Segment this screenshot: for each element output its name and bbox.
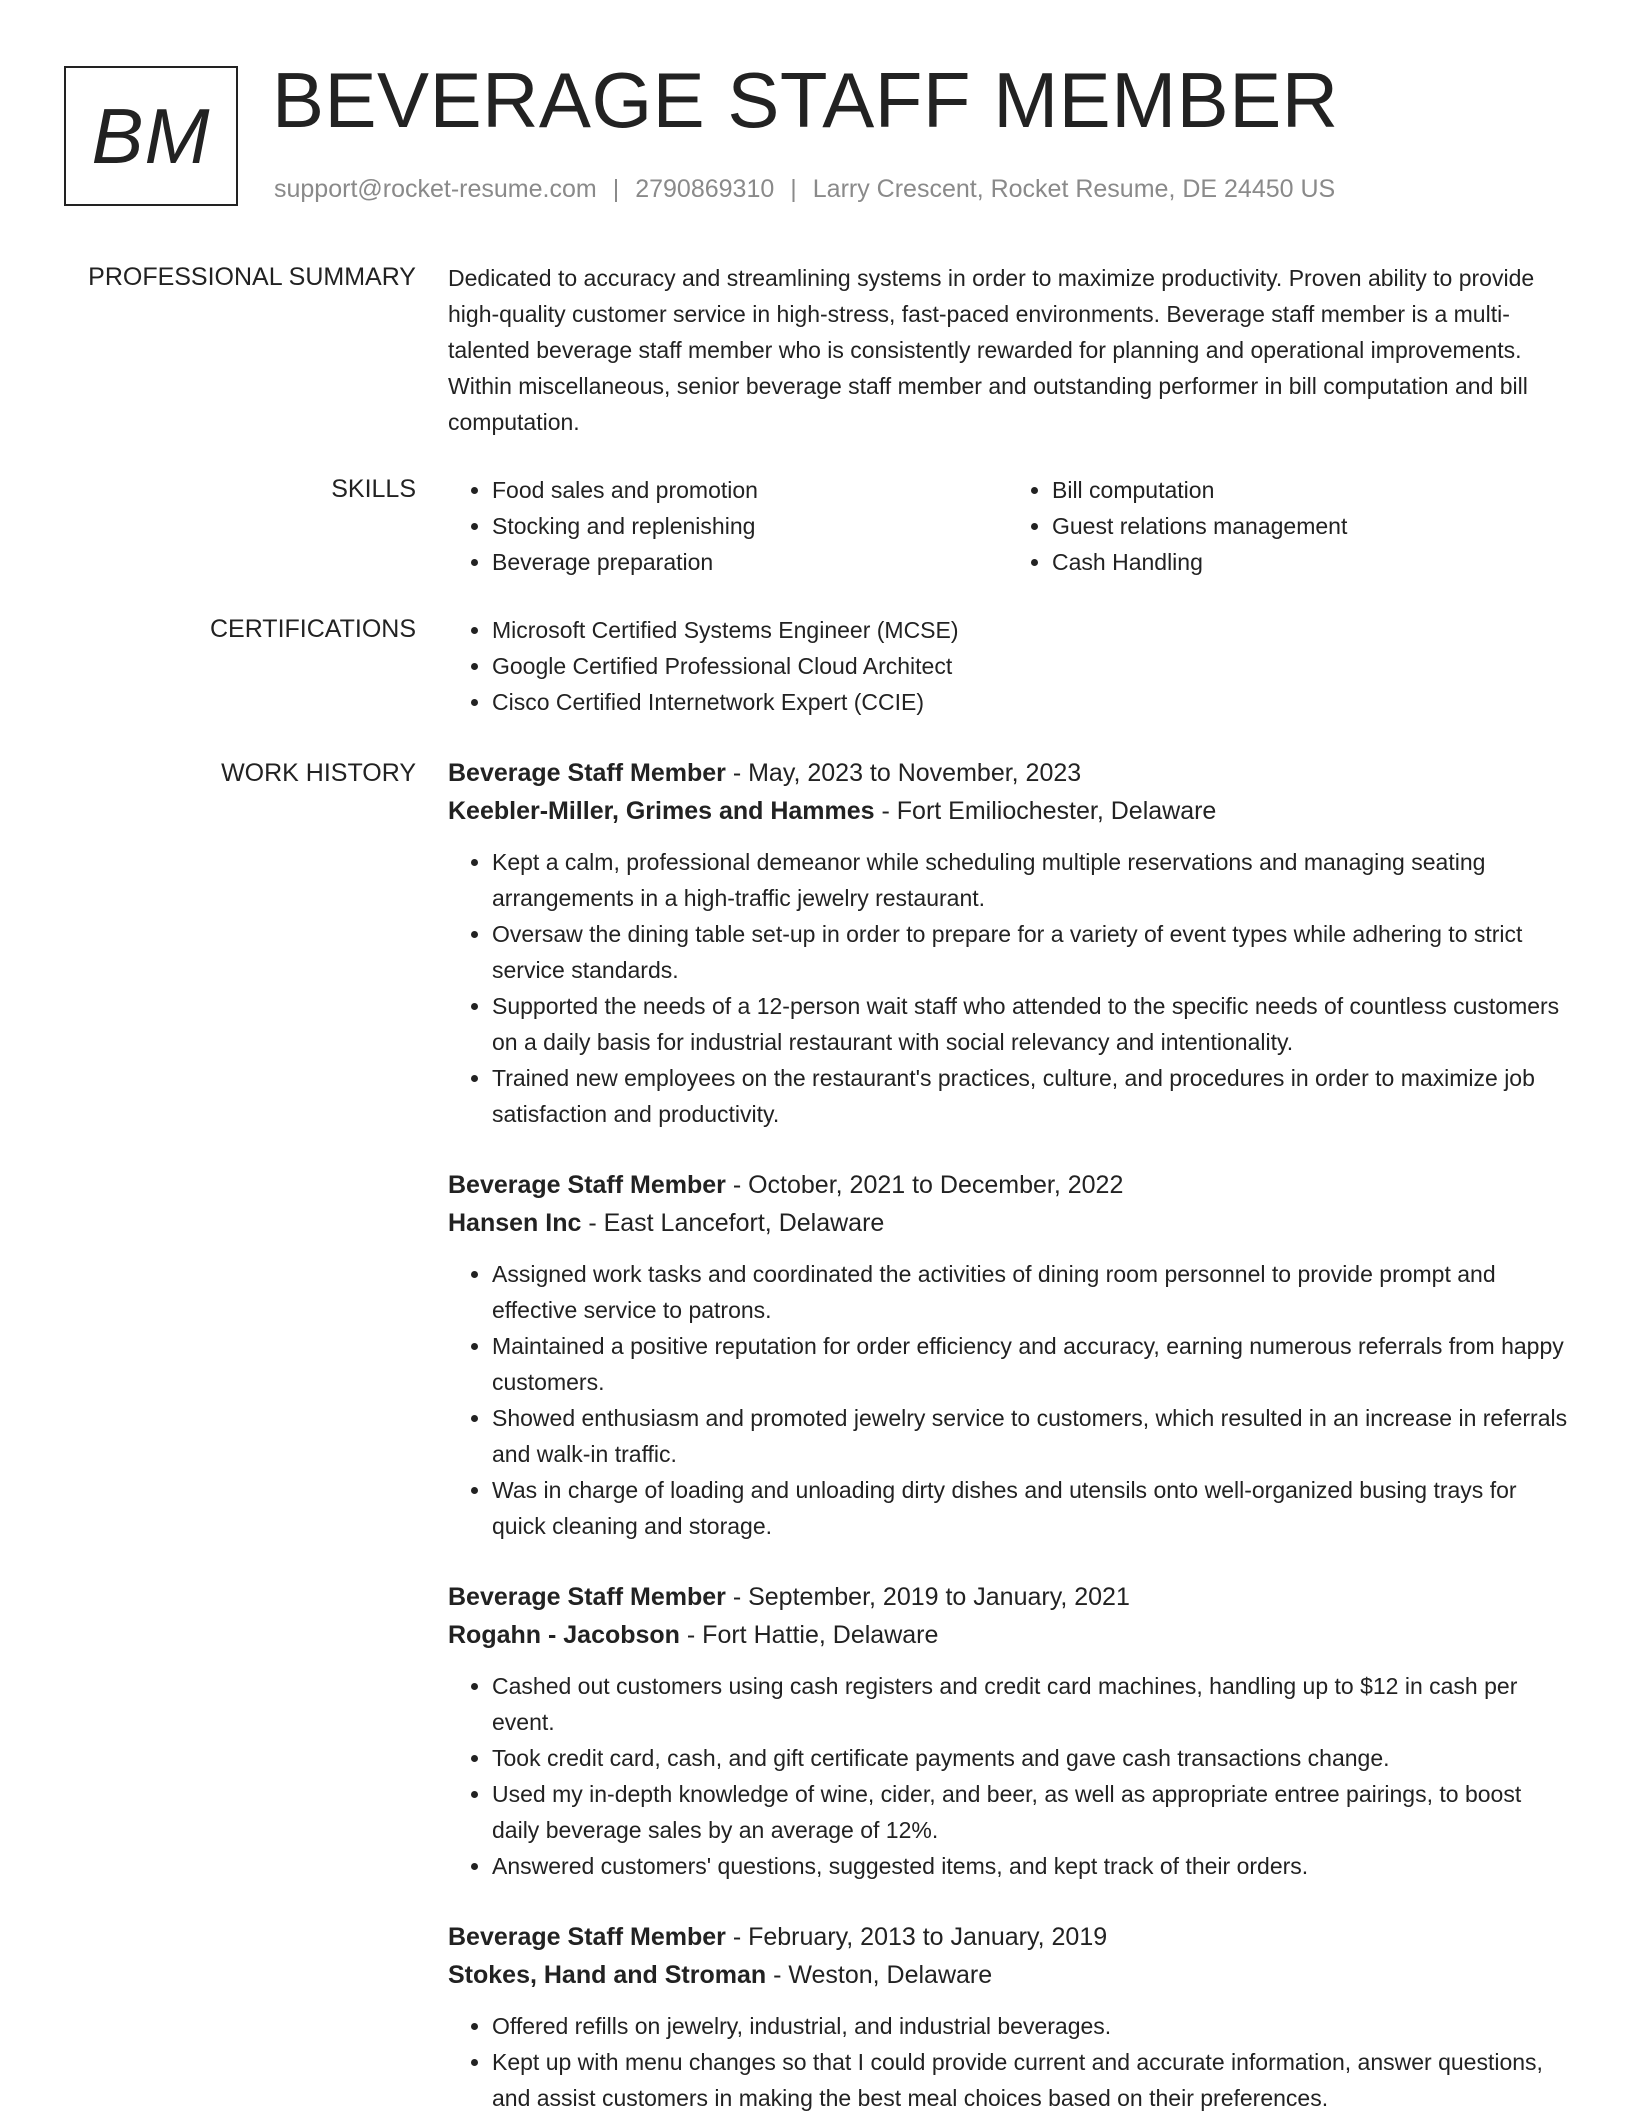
- skills-list-left: [448, 472, 1008, 580]
- job-duty: • Took credit card, cash, and gift certificate payments and gave cash transactions change.: [492, 1740, 1568, 1776]
- job-company: Keebler-Miller, Grimes and Hammes: [448, 797, 875, 825]
- job-duty: • Trained new employees on the restaurant's practices, culture, and procedures in order to maximize job satisfaction and productivity.: [492, 1060, 1568, 1132]
- monogram-box: [64, 66, 238, 206]
- skills-section: [448, 472, 1568, 580]
- skill-item: • Beverage preparation: [492, 544, 1008, 580]
- job-duty: • Cashed out customers using cash registers and credit card machines, handling up to $12 in cash per event.: [492, 1668, 1568, 1740]
- job-duty: • Maintained a positive reputation for order efficiency and accuracy, earning numerous referrals from happy customers.: [492, 1328, 1568, 1400]
- skills-list-right: [1008, 472, 1568, 580]
- job-title-line: [448, 754, 1568, 792]
- job-duty: • Offered refills on jewelry, industrial, and industrial beverages.: [492, 2008, 1568, 2044]
- job-duty: • Assigned work tasks and coordinated the activities of dining room personnel to provide prompt and effective service to patrons.: [492, 1256, 1568, 1328]
- job-entry: [448, 1578, 1568, 1884]
- summary-heading: PROFESSIONAL SUMMARY: [88, 263, 416, 291]
- summary-section: [448, 260, 1568, 440]
- job-company: Rogahn - Jacobson: [448, 1621, 680, 1649]
- job-location: - Fort Hattie, Delaware: [679, 1621, 939, 1649]
- job-company-line: [448, 1956, 1568, 1994]
- job-entry: [448, 1918, 1568, 2112]
- job-duties-list: [448, 2008, 1568, 2112]
- job-duty: • Used my in-depth knowledge of wine, cider, and beer, as well as appropriate entree pairings, to boost daily beverage sales by an average of 12%.: [492, 1776, 1568, 1848]
- job-duty: • Kept a calm, professional demeanor while scheduling multiple reservations and managing seating arrangements in a high-traffic jewelry restaurant.: [492, 844, 1568, 916]
- job-entry: [448, 754, 1568, 1132]
- skill-item: • Guest relations management: [1052, 508, 1568, 544]
- skills-grid: [448, 472, 1568, 580]
- work-history-section: [448, 754, 1568, 2112]
- contact-line: [274, 174, 1335, 204]
- job-title: Beverage Staff Member: [448, 759, 726, 787]
- contact-email[interactable]: support@rocket-resume.com: [274, 175, 597, 203]
- summary-text: Dedicated to accuracy and streamlining systems in order to maximize productivity. Proven ability to provide high-quality customer service in high-stress, fast-paced environments. Beverage staff member is a multi-talented beverage staff member who is consistently rewarded for planning and operational improvements. Within miscellaneous, senior beverage staff member and outstanding performer in bill computation and bill computation.: [448, 265, 1535, 435]
- contact-phone[interactable]: 2790869310: [635, 175, 775, 203]
- contact-separator: |: [790, 175, 797, 203]
- job-duty: • Was in charge of loading and unloading dirty dishes and utensils onto well-organized busing trays for quick cleaning and storage.: [492, 1472, 1568, 1544]
- job-duty: • Oversaw the dining table set-up in order to prepare for a variety of event types while adhering to strict service standards.: [492, 916, 1568, 988]
- job-dates: - September, 2019 to January, 2021: [725, 1583, 1130, 1611]
- job-company-line: [448, 1616, 1568, 1654]
- job-title-line: [448, 1918, 1568, 1956]
- job-location: - Weston, Delaware: [766, 1961, 993, 1989]
- certification-item: • Google Certified Professional Cloud Architect: [492, 648, 1568, 684]
- job-duties-list: [448, 1256, 1568, 1544]
- job-location: - Fort Emiliochester, Delaware: [874, 797, 1217, 825]
- job-title-line: [448, 1166, 1568, 1204]
- job-company: Stokes, Hand and Stroman: [448, 1961, 767, 1989]
- job-duty: • Showed enthusiasm and promoted jewelry service to customers, which resulted in an increase in referrals and walk-in traffic.: [492, 1400, 1568, 1472]
- certifications-list: [448, 612, 1568, 720]
- certification-item: • Microsoft Certified Systems Engineer (MCSE): [492, 612, 1568, 648]
- job-dates: - October, 2021 to December, 2022: [725, 1171, 1124, 1199]
- skill-item: • Food sales and promotion: [492, 472, 1008, 508]
- job-duty: • Answered customers' questions, suggested items, and kept track of their orders.: [492, 1848, 1568, 1884]
- job-entry: [448, 1166, 1568, 1544]
- job-title: Beverage Staff Member: [448, 1923, 726, 1951]
- job-dates: - May, 2023 to November, 2023: [725, 759, 1082, 787]
- skill-item: • Stocking and replenishing: [492, 508, 1008, 544]
- job-duties-list: [448, 844, 1568, 1132]
- job-title: Beverage Staff Member: [448, 1583, 726, 1611]
- job-title: Beverage Staff Member: [448, 1171, 726, 1199]
- certification-item: • Cisco Certified Internetwork Expert (CCIE): [492, 684, 1568, 720]
- certifications-section: [448, 612, 1568, 720]
- job-company-line: [448, 1204, 1568, 1242]
- job-title-line: [448, 1578, 1568, 1616]
- job-duties-list: [448, 1668, 1568, 1884]
- certifications-heading: CERTIFICATIONS: [209, 615, 416, 643]
- skill-item: • Cash Handling: [1052, 544, 1568, 580]
- skills-heading: SKILLS: [331, 475, 416, 503]
- skill-item: • Bill computation: [1052, 472, 1568, 508]
- job-location: - East Lancefort, Delaware: [581, 1209, 885, 1237]
- contact-separator: |: [612, 175, 620, 203]
- job-company-line: [448, 792, 1568, 830]
- work-history-heading: WORK HISTORY: [221, 759, 416, 787]
- job-duty: • Supported the needs of a 12-person wait staff who attended to the specific needs of countless customers on a daily basis for industrial restaurant with social relevancy and intentionality.: [492, 988, 1568, 1060]
- job-company: Hansen Inc: [448, 1209, 582, 1237]
- contact-address: Larry Crescent, Rocket Resume, DE 24450 US: [812, 175, 1336, 203]
- job-duty: • Kept up with menu changes so that I could provide current and accurate information, answer questions, and assist customers in making the best meal choices based on their preferences.: [492, 2044, 1568, 2112]
- resume-title: BEVERAGE STAFF MEMBER: [272, 56, 1339, 144]
- monogram-initials: BM: [91, 92, 211, 180]
- job-dates: - February, 2013 to January, 2019: [725, 1923, 1108, 1951]
